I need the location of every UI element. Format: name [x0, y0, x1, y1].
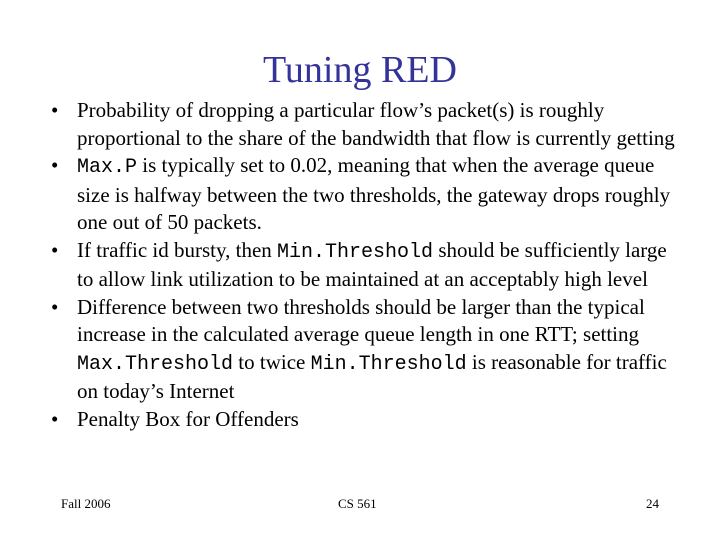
- bullet-text: Penalty Box for Offenders: [77, 406, 299, 431]
- bullet-text: is typically set to 0.02, meaning that when the average queue size is halfway between the two thresholds, the gateway drops roughly one out of 50 packets.: [77, 153, 671, 234]
- code-term: Max.P: [77, 156, 138, 179]
- footer-course: CS 561: [338, 496, 377, 511]
- slide-title: Tuning RED: [263, 49, 457, 91]
- bullet-item: [48, 406, 688, 434]
- bullet-icon: •: [51, 294, 59, 319]
- bullet-item: [48, 152, 688, 237]
- bullet-icon: •: [51, 98, 59, 122]
- bullet-text: is reasonable for traffic on today’s Internet: [77, 349, 667, 403]
- bullet-item: [48, 294, 688, 406]
- code-term: Min.Threshold: [310, 352, 467, 376]
- footer-page-number: 24: [646, 496, 659, 511]
- bullet-text: Probability of dropping a particular flow’s packet(s) is roughly proportional to the share of the bandwidth that flow is currently getting: [77, 98, 675, 150]
- bullet-item: [48, 237, 688, 294]
- bullet-text: to twice: [233, 349, 311, 374]
- bullet-icon: •: [51, 406, 59, 431]
- bullet-text: should be sufficiently large to allow link utilization to be maintained at an acceptably high level: [77, 237, 667, 291]
- bullet-text: Difference between two thresholds should be larger than the typical increase in the calculated average queue length in one RTT; setting: [77, 294, 645, 346]
- bullet-icon: •: [51, 237, 59, 262]
- bullet-item: [48, 97, 688, 152]
- bullet-text: If traffic id bursty, then: [77, 237, 278, 262]
- bullet-icon: •: [51, 153, 59, 177]
- code-term: Min.Threshold: [277, 240, 434, 264]
- footer-date: Fall 2006: [61, 496, 111, 511]
- bullet-list: [48, 97, 688, 433]
- code-term: Max.Threshold: [77, 352, 234, 376]
